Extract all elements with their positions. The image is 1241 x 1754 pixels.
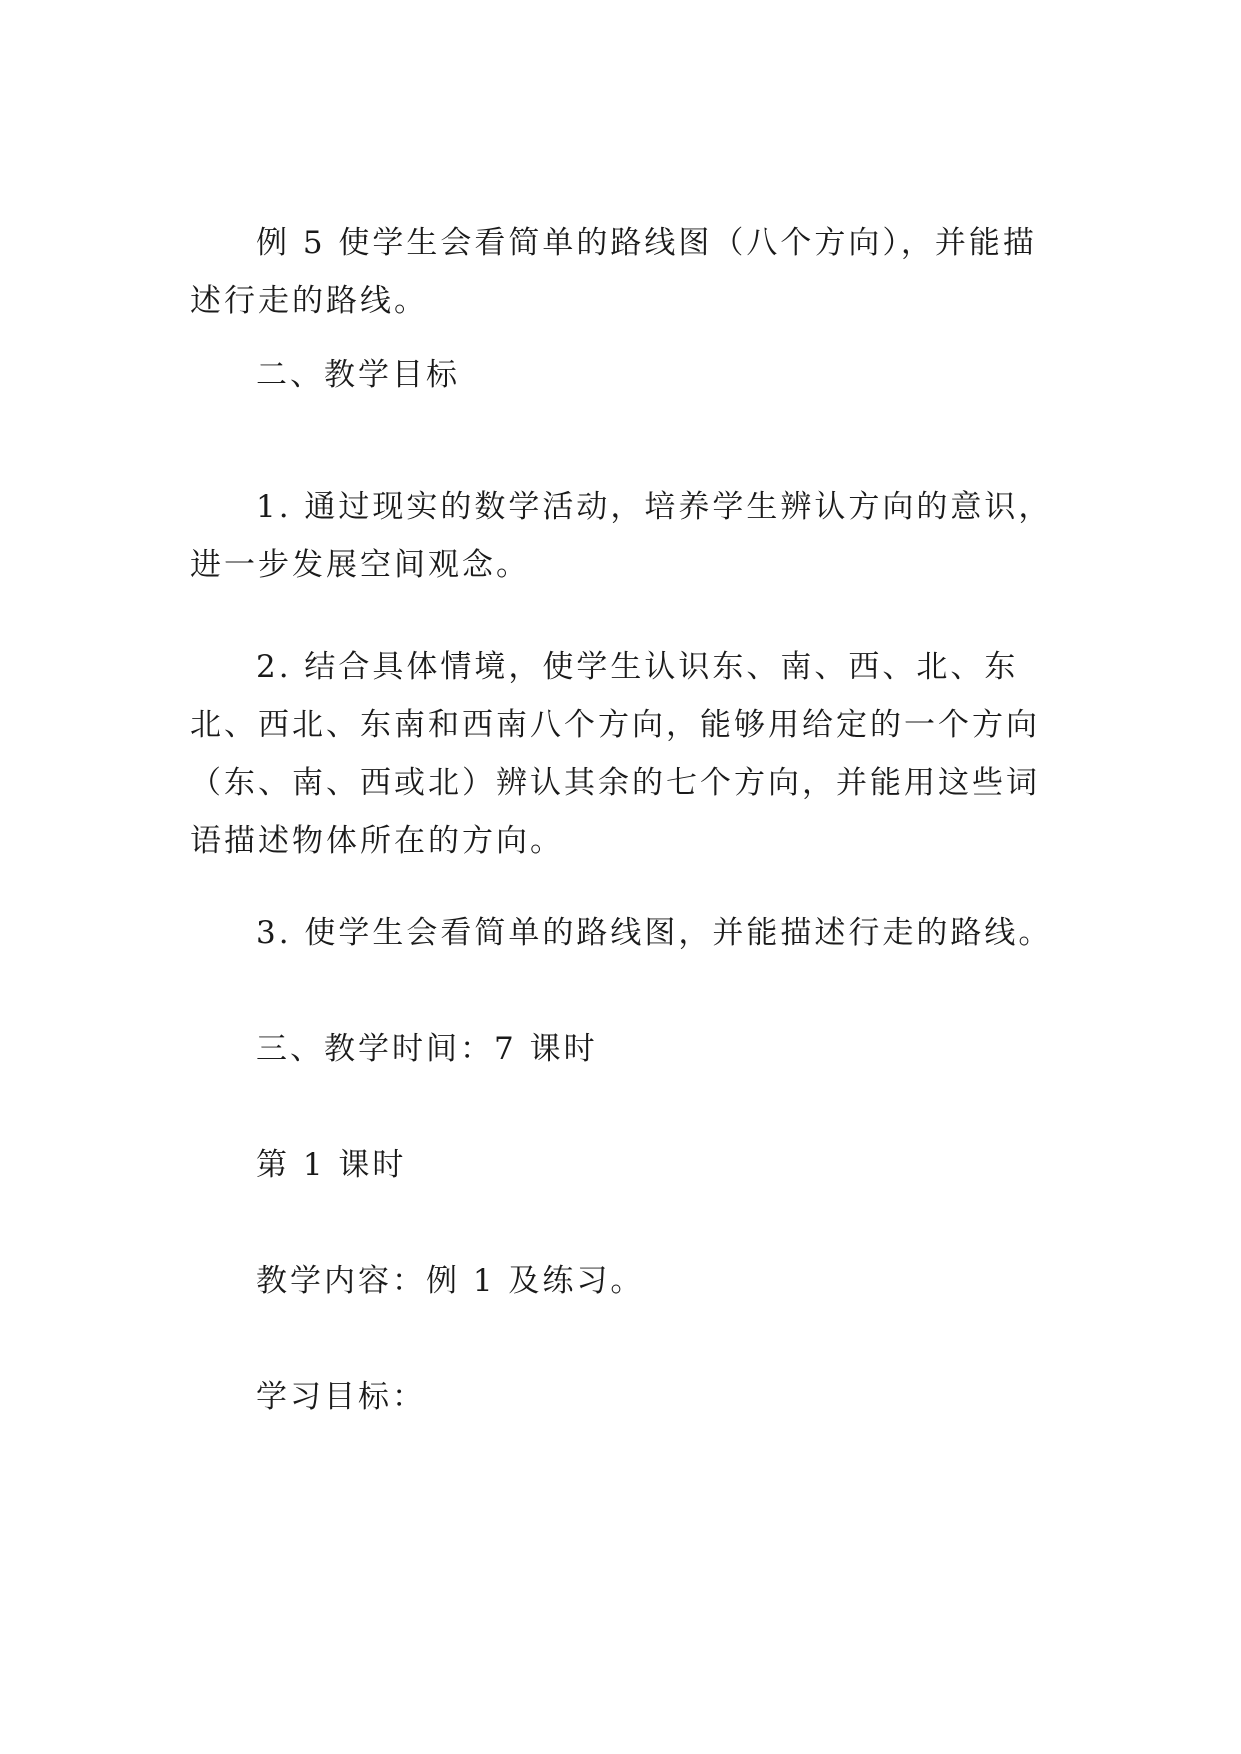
paragraph-goal-2: 2. 结合具体情境，使学生认识东、南、西、北、东北、西北、东南和西南八个方向，能够用给定的一个方向（东、南、西或北）辨认其余的七个方向，并能用这些词语描述物体所在的方向。 <box>190 649 1040 859</box>
paragraph-teaching-content: 教学内容：例 1 及练习。 <box>256 1263 645 1299</box>
paragraph-goal-1: 1. 通过现实的数学活动，培养学生辨认方向的意识，进一步发展空间观念。 <box>190 489 1053 583</box>
heading-lesson-1: 第 1 课时 <box>256 1147 407 1183</box>
paragraph-example-5: 例 5 使学生会看简单的路线图（八个方向），并能描述行走的路线。 <box>190 225 1037 319</box>
heading-teaching-time: 三、教学时间：7 课时 <box>256 1031 598 1067</box>
paragraph-goal-3: 3. 使学生会看简单的路线图，并能描述行走的路线。 <box>256 915 1053 951</box>
heading-teaching-goals: 二、教学目标 <box>256 357 460 393</box>
heading-learning-goals: 学习目标： <box>256 1379 426 1415</box>
